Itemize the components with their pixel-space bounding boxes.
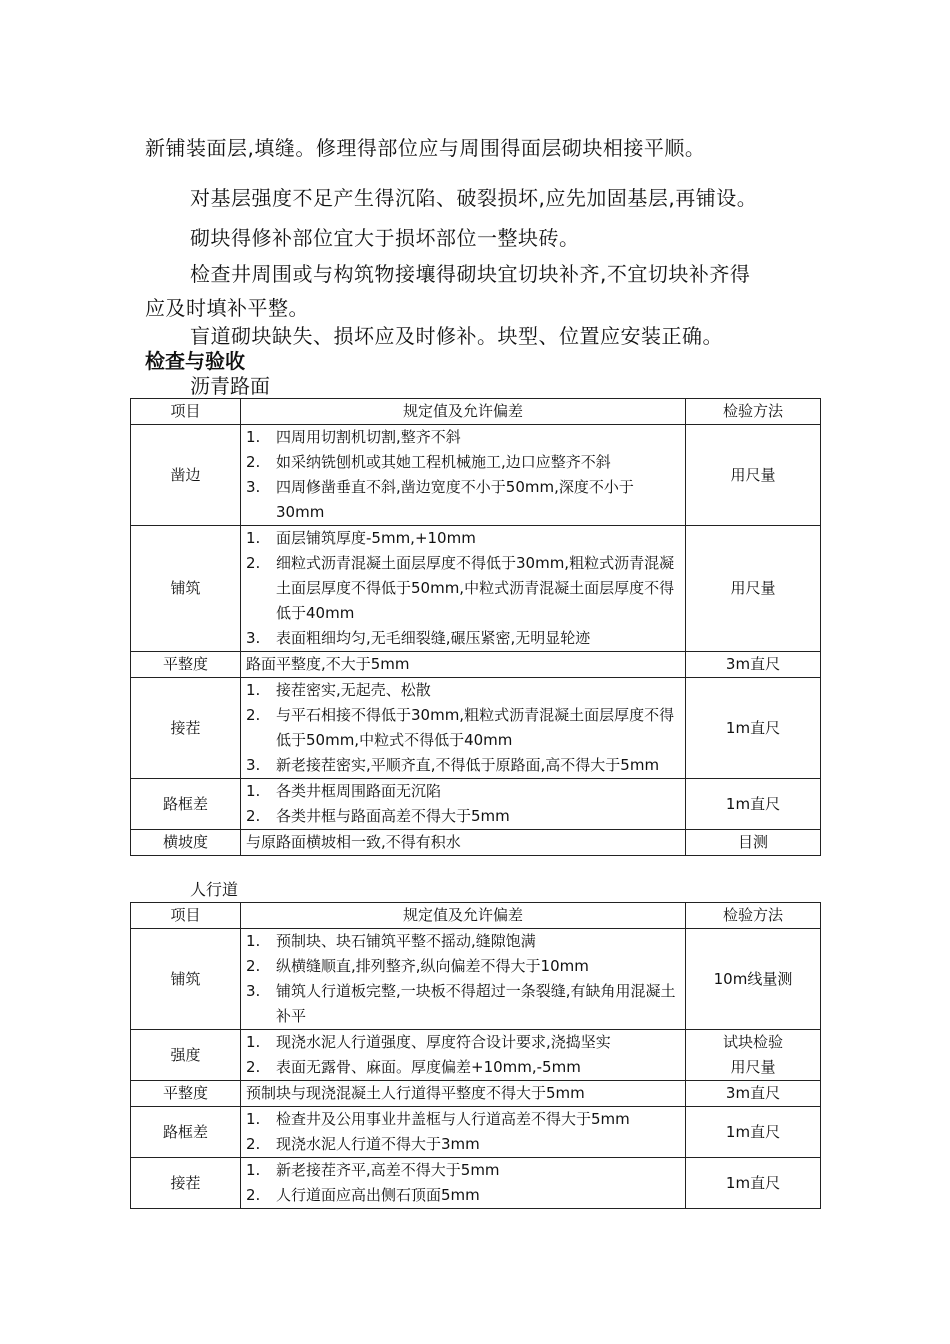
row-item: 强度 (131, 1030, 241, 1081)
table-row (131, 678, 821, 779)
table-row (131, 526, 821, 652)
list-item: 2. 人行道面应高出侧石顶面5mm (246, 1186, 480, 1204)
header-method: 检验方法 (686, 399, 821, 425)
paragraph-2: 对基层强度不足产生得沉陷、破裂损坏,应先加固基层,再铺设。 (190, 186, 758, 210)
row-method: 3m直尺 (686, 652, 821, 678)
header-method: 检验方法 (686, 903, 821, 929)
asphalt-table (130, 398, 821, 856)
table-row (131, 830, 821, 856)
row-method: 目测 (686, 830, 821, 856)
list-item: 2. 现浇水泥人行道不得大于3mm (246, 1135, 480, 1153)
row-item: 平整度 (131, 652, 241, 678)
asphalt-subtitle: 沥青路面 (190, 374, 270, 398)
row-method: 用尺量 (686, 526, 821, 652)
header-item: 项目 (131, 903, 241, 929)
sidewalk-table (130, 902, 821, 1209)
row-method: 10m线量测 (686, 929, 821, 1030)
list-item: 1. 面层铺筑厚度-5mm,+10mm (246, 529, 476, 547)
row-spec (241, 1030, 686, 1081)
row-spec (241, 929, 686, 1030)
paragraph-1: 新铺装面层,填缝。修理得部位应与周围得面层砌块相接平顺。 (145, 136, 706, 160)
row-spec (241, 779, 686, 830)
row-spec: 路面平整度,不大于5mm (241, 652, 686, 678)
row-spec (241, 425, 686, 526)
list-item: 1. 现浇水泥人行道强度、厚度符合设计要求,浇捣坚实 (246, 1033, 611, 1051)
row-spec: 与原路面横坡相一致,不得有积水 (241, 830, 686, 856)
list-item: 3. 新老接茬密实,平顺齐直,不得低于原路面,高不得大于5mm (246, 756, 660, 774)
table-row (131, 425, 821, 526)
list-item: 2. 细粒式沥青混凝土面层厚度不得低于30mm,粗粒式沥青混凝土面层厚度不得低于50mm,中粒式沥青混凝土面层厚度不得低于40mm (246, 554, 675, 622)
row-method: 1m直尺 (686, 1158, 821, 1209)
row-method: 用尺量 (686, 425, 821, 526)
paragraph-4-line-2: 应及时填补平整。 (145, 296, 309, 320)
list-item: 1. 各类井框周围路面无沉陷 (246, 782, 442, 800)
list-item: 2. 如采纳铣刨机或其她工程机械施工,边口应整齐不斜 (246, 453, 611, 471)
list-item: 1. 接茬密实,无起壳、松散 (246, 681, 431, 699)
row-item: 凿边 (131, 425, 241, 526)
table-row (131, 1158, 821, 1209)
row-item: 铺筑 (131, 526, 241, 652)
header-item: 项目 (131, 399, 241, 425)
row-item: 横坡度 (131, 830, 241, 856)
table-header-row (131, 903, 821, 929)
row-item: 路框差 (131, 779, 241, 830)
sidewalk-subtitle: 人行道 (190, 880, 239, 899)
row-item: 接茬 (131, 678, 241, 779)
list-item: 2. 各类井框与路面高差不得大于5mm (246, 807, 510, 825)
section-title: 检查与验收 (145, 349, 245, 373)
list-item: 1. 检查井及公用事业井盖框与人行道高差不得大于5mm (246, 1110, 630, 1128)
list-item: 2. 纵横缝顺直,排列整齐,纵向偏差不得大于10mm (246, 957, 589, 975)
row-spec (241, 678, 686, 779)
paragraph-5: 盲道砌块缺失、损坏应及时修补。块型、位置应安装正确。 (190, 324, 723, 348)
header-spec: 规定值及允许偏差 (241, 399, 686, 425)
paragraph-4-line-1: 检查井周围或与构筑物接壤得砌块宜切块补齐,不宜切块补齐得 (190, 262, 751, 286)
method-line-2: 用尺量 (730, 1058, 776, 1076)
row-item: 平整度 (131, 1081, 241, 1107)
row-spec (241, 1107, 686, 1158)
table-row (131, 652, 821, 678)
header-spec: 规定值及允许偏差 (241, 903, 686, 929)
row-method: 1m直尺 (686, 1107, 821, 1158)
row-method: 1m直尺 (686, 678, 821, 779)
table-row (131, 929, 821, 1030)
list-item: 3. 四周修凿垂直不斜,凿边宽度不小于50mm,深度不小于30mm (246, 478, 634, 521)
paragraph-3: 砌块得修补部位宜大于损坏部位一整块砖。 (190, 226, 580, 250)
list-item: 2. 与平石相接不得低于30mm,粗粒式沥青混凝土面层厚度不得低于50mm,中粒式不得低于40mm (246, 706, 675, 749)
list-item: 1. 四周用切割机切割,整齐不斜 (246, 428, 461, 446)
list-item: 3. 表面粗细均匀,无毛细裂缝,碾压紧密,无明显轮迹 (246, 629, 591, 647)
table-row (131, 1081, 821, 1107)
row-spec (241, 1158, 686, 1209)
row-method: 3m直尺 (686, 1081, 821, 1107)
row-item: 接茬 (131, 1158, 241, 1209)
row-item: 铺筑 (131, 929, 241, 1030)
table-row (131, 779, 821, 830)
table-row (131, 1030, 821, 1081)
table-header-row (131, 399, 821, 425)
method-line-1: 试块检验 (722, 1033, 783, 1051)
table-row (131, 1107, 821, 1158)
list-item: 1. 预制块、块石铺筑平整不摇动,缝隙饱满 (246, 932, 536, 950)
row-method: 1m直尺 (686, 779, 821, 830)
row-spec (241, 526, 686, 652)
row-method (686, 1030, 821, 1081)
row-item: 路框差 (131, 1107, 241, 1158)
list-item: 2. 表面无露骨、麻面。厚度偏差+10mm,-5mm (246, 1058, 581, 1076)
list-item: 1. 新老接茬齐平,高差不得大于5mm (246, 1161, 500, 1179)
row-spec: 预制块与现浇混凝土人行道得平整度不得大于5mm (241, 1081, 686, 1107)
list-item: 3. 铺筑人行道板完整,一块板不得超过一条裂缝,有缺角用混凝土补平 (246, 982, 676, 1025)
